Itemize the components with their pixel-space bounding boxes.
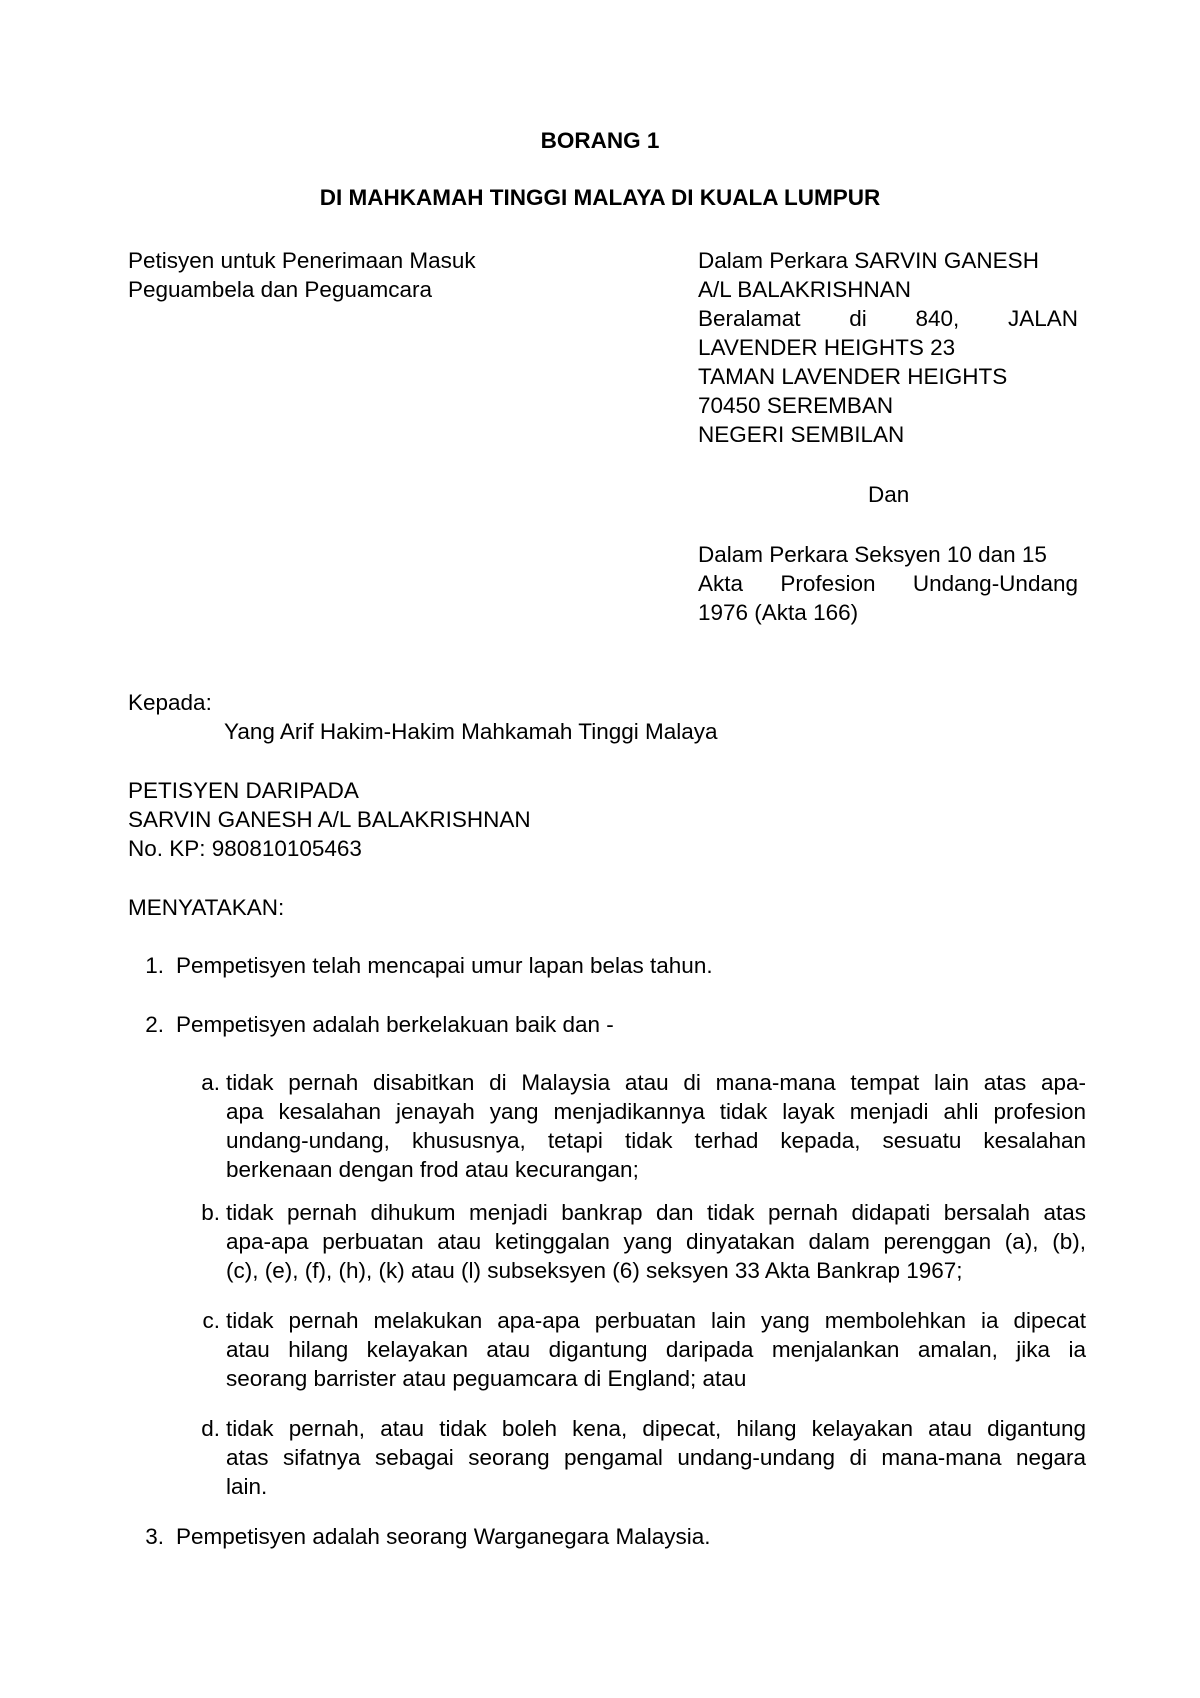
left-block-line-2: Peguambela dan Peguamcara: [128, 277, 432, 302]
form-title: BORANG 1: [540, 128, 660, 153]
sub-item-text: [226, 1068, 1086, 1184]
petisyen-line-2: SARVIN GANESH A/L BALAKRISHNAN: [128, 807, 531, 832]
sub-item-line: undang-undang, khususnya, tetapi tidak terhad kepada, sesuatu kesalahan: [226, 1128, 1086, 1153]
sub-item-text: [226, 1306, 1086, 1393]
sub-item-line: tidak pernah dihukum menjadi bankrap dan tidak pernah didapati bersalah atas: [226, 1200, 1086, 1225]
right-block-line-9: [698, 569, 1078, 598]
act-word: Undang-Undang: [912, 571, 1078, 596]
court-heading: DI MAHKAMAH TINGGI MALAYA DI KUALA LUMPUR: [319, 185, 881, 210]
address-word: Beralamat: [698, 306, 801, 331]
sub-item-line: tidak pernah, atau tidak boleh kena, dipecat, hilang kelayakan atau digantung: [226, 1416, 1086, 1441]
sub-item-text: [226, 1198, 1086, 1285]
address-word: JALAN: [1007, 306, 1078, 331]
right-block-line-1: Dalam Perkara SARVIN GANESH: [698, 248, 1039, 273]
sub-item-letter: a.: [201, 1070, 220, 1095]
item-number: 3.: [145, 1524, 164, 1549]
sub-item-line: (c), (e), (f), (h), (k) atau (l) subseksyen (6) seksyen 33 Akta Bankrap 1967;: [226, 1258, 963, 1283]
sub-item-letter: c.: [202, 1308, 220, 1333]
petisyen-line-1: PETISYEN DARIPADA: [128, 778, 359, 803]
sub-item-line: atas sifatnya sebagai seorang pengamal undang-undang di mana-mana negara: [226, 1445, 1086, 1470]
left-block-line-1: Petisyen untuk Penerimaan Masuk: [128, 248, 476, 273]
kepada-label: Kepada:: [128, 690, 212, 715]
item-text: Pempetisyen telah mencapai umur lapan belas tahun.: [176, 953, 713, 978]
sub-item-line: tidak pernah melakukan apa-apa perbuatan lain yang membolehkan ia dipecat: [226, 1308, 1086, 1333]
address-word: di: [849, 306, 867, 331]
right-block-line-10: 1976 (Akta 166): [698, 600, 859, 625]
sub-item-line: lain.: [226, 1474, 268, 1499]
right-block-line-4: LAVENDER HEIGHTS 23: [698, 335, 956, 360]
sub-item-line: atau hilang kelayakan atau digantung daripada menjalankan amalan, jika ia: [226, 1337, 1086, 1362]
item-number: 1.: [145, 953, 164, 978]
kepada-addressee: Yang Arif Hakim-Hakim Mahkamah Tinggi Malaya: [224, 719, 718, 744]
right-block-line-6: 70450 SEREMBAN: [698, 393, 894, 418]
act-word: Akta: [698, 571, 744, 596]
right-block-line-5: TAMAN LAVENDER HEIGHTS: [698, 364, 1008, 389]
dan-connector: Dan: [868, 482, 910, 507]
sub-item-letter: b.: [201, 1200, 220, 1225]
right-block-line-8: Dalam Perkara Seksyen 10 dan 15: [698, 542, 1047, 567]
right-block-line-7: NEGERI SEMBILAN: [698, 422, 905, 447]
sub-item-letter: d.: [201, 1416, 220, 1441]
act-word: Profesion: [780, 571, 876, 596]
sub-item-text: [226, 1414, 1086, 1501]
right-block-line-3: [698, 304, 1078, 333]
item-text: Pempetisyen adalah seorang Warganegara Malaysia.: [176, 1524, 711, 1549]
sub-item-line: berkenaan dengan frod atau kecurangan;: [226, 1157, 639, 1182]
menyatakan-heading: MENYATAKAN:: [128, 895, 285, 920]
sub-item-line: tidak pernah disabitkan di Malaysia atau di mana-mana tempat lain atas apa-: [226, 1070, 1086, 1095]
right-block-line-2: A/L BALAKRISHNAN: [698, 277, 911, 302]
address-word: 840,: [915, 306, 960, 331]
sub-item-line: apa-apa perbuatan atau ketinggalan yang dinyatakan dalam perenggan (a), (b),: [226, 1229, 1086, 1254]
sub-item-line: seorang barrister atau peguamcara di England; atau: [226, 1366, 747, 1391]
petisyen-line-3: No. KP: 980810105463: [128, 836, 362, 861]
sub-item-line: apa kesalahan jenayah yang menjadikannya tidak layak menjadi ahli profesion: [226, 1099, 1086, 1124]
item-number: 2.: [145, 1012, 164, 1037]
item-text: Pempetisyen adalah berkelakuan baik dan -: [176, 1012, 614, 1037]
